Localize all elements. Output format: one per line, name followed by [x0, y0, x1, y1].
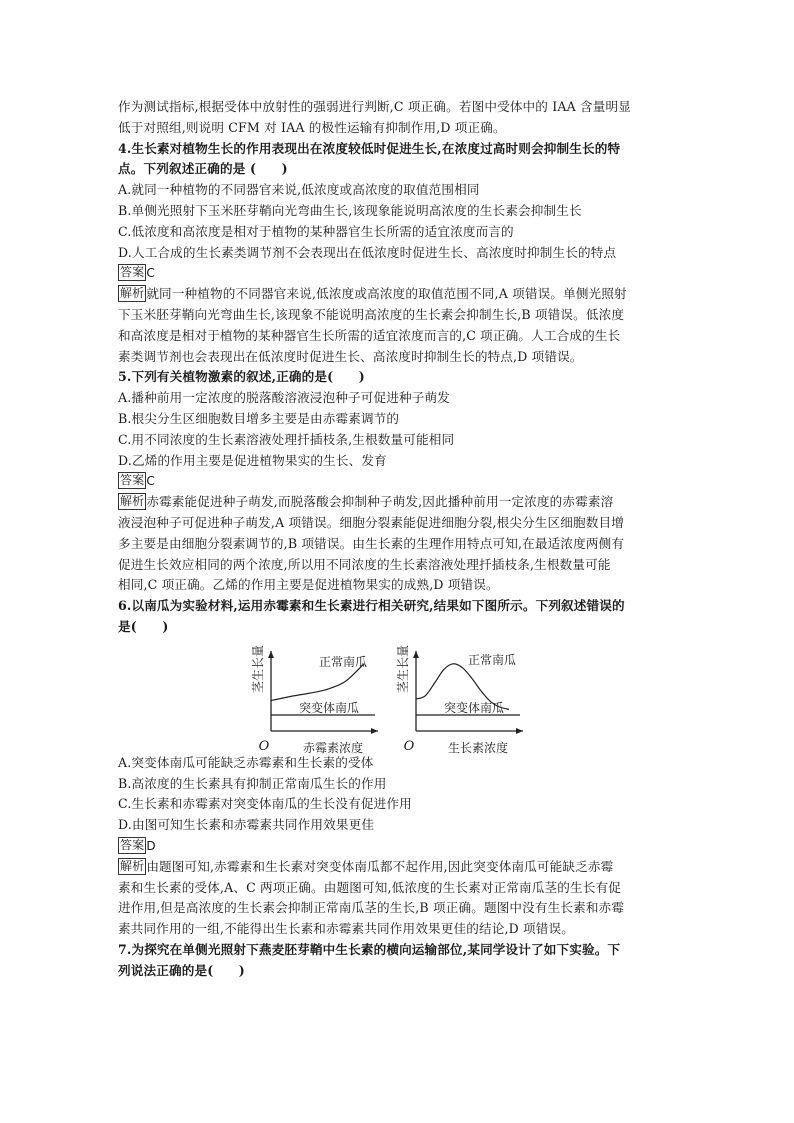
answer-tag: 答案	[120, 473, 145, 488]
series-label: 突变体南瓜	[299, 700, 360, 715]
analysis-line	[118, 347, 678, 368]
analysis-line	[118, 284, 678, 305]
answer-tag: 答案	[120, 837, 145, 852]
analysis-line	[118, 878, 678, 899]
answer-line	[118, 263, 678, 284]
answer-option: B.单侧光照射下玉米胚芽鞘向光弯曲生长,该现象能说明高浓度的生长素会抑制生长	[118, 202, 582, 218]
y-axis-arrow	[268, 651, 274, 658]
question-5	[118, 367, 678, 596]
question-stem: 5.下列有关植物激素的叙述,正确的是( )	[118, 369, 365, 385]
intro-line: 作为测试指标,根据受体中放射性的强弱进行判断,C 项正确。若图中受体中的 IAA 含量明显	[118, 99, 631, 114]
answer-line	[118, 836, 678, 857]
question-stem: 4.生长素对植物生长的作用表现出在浓度较低时促进生长,在浓度过高时则会抑制生长的特	[118, 140, 621, 156]
question-stem: 7.为探究在单侧光照射下燕麦胚芽鞘中生长素的横向运输部位,某同学设计了如下实验。下	[118, 941, 621, 957]
analysis-text: 和高浓度是相对于植物的某种器官生长所需的适宜浓度而言的,C 项正确。人工合成的生长	[118, 327, 621, 343]
analysis-text: 多主要是由细胞分裂素调节的,B 项错误。由生长素的生理作用特点可知,在最适浓度两侧有	[118, 535, 625, 551]
analysis-text: 促进生长效应相同的两个浓度,所以用不同浓度的生长素溶液处理扦插枝条,生根数量可能	[118, 556, 611, 572]
analysis-line	[118, 857, 678, 878]
series-line-normal	[271, 664, 364, 701]
series-label: 正常南瓜	[319, 654, 368, 669]
analysis-line	[118, 575, 678, 596]
analysis-tag: 解析	[120, 286, 145, 301]
answer-option: A.突变体南瓜可能缺乏赤霉素和生长素的受体	[118, 754, 374, 770]
question-stem: 列说法正确的是( )	[118, 962, 245, 978]
answer-tag: 答案	[120, 265, 145, 280]
answer-option: D.人工合成的生长素类调节剂不会表现出在低浓度时促进生长、高浓度时抑制生长的特点	[118, 244, 617, 260]
answer-option: C.低浓度和高浓度是相对于植物的某种器官生长所需的适宜浓度而言的	[118, 223, 514, 239]
analysis-text: 进作用,但是高浓度的生长素会抑制正常南瓜茎的生长,B 项正确。题图中没有生长素和赤霉	[118, 900, 625, 916]
origin-label: O	[258, 738, 270, 754]
analysis-text: 由题图可知,赤霉素和生长素对突变体南瓜都不起作用,因此突变体南瓜可能缺乏赤霉	[146, 858, 614, 874]
answer-value: D	[146, 838, 156, 853]
intro-text	[118, 97, 678, 139]
intro-line: 低于对照组,则说明 CFM 对 IAA 的极性运输有抑制作用,D 项正确。	[118, 119, 506, 135]
analysis-text: 就同一种植物的不同器官来说,低浓度或高浓度的取值范围不同,A 项错误。单侧光照射	[146, 286, 627, 302]
x-axis-label: 赤霉素浓度	[302, 740, 364, 755]
analysis-line	[118, 534, 678, 555]
answer-option: A.播种前用一定浓度的脱落酸溶液浸泡种子可促进种子萌发	[118, 390, 450, 406]
analysis-tag: 解析	[120, 494, 145, 509]
origin-label: O	[403, 738, 415, 754]
question-stem: 是( )	[118, 618, 169, 634]
figure-row	[118, 639, 678, 755]
document-page	[118, 97, 678, 981]
answer-option: C.用不同浓度的生长素溶液处理扦插枝条,生根数量可能相同	[118, 431, 455, 447]
answer-option: D.由图可知生长素和赤霉素共同作用效果更佳	[118, 817, 375, 833]
y-axis-arrow	[413, 651, 419, 658]
line-chart-1	[245, 639, 385, 755]
x-axis-arrow	[371, 728, 378, 734]
analysis-line	[118, 919, 678, 940]
analysis-text: 下玉米胚芽鞘向光弯曲生长,该现象不能说明高浓度的生长素会抑制生长,B 项错误。低浓度	[118, 306, 625, 322]
question-7	[118, 940, 678, 982]
answer-option: A.就同一种植物的不同器官来说,低浓度或高浓度的取值范围相同	[118, 182, 480, 198]
answer-value: C	[146, 266, 155, 281]
analysis-line	[118, 326, 678, 347]
answer-line	[118, 471, 678, 492]
answer-option: B.高浓度的生长素具有抑制正常南瓜生长的作用	[118, 775, 387, 791]
analysis-text: 素共同作用的一组,不能得出生长素和赤霉素共同作用效果更佳的结论,D 项错误。	[118, 921, 574, 937]
analysis-line	[118, 492, 678, 513]
question-stem: 6.以南瓜为实验材料,运用赤霉素和生长素进行相关研究,结果如下图所示。下列叙述错误的	[118, 598, 625, 614]
question-4	[118, 139, 678, 368]
analysis-line	[118, 555, 678, 576]
analysis-line	[118, 305, 678, 326]
analysis-text: 液浸泡种子可促进种子萌发,A 项错误。细胞分裂素能促进细胞分裂,根尖分生区细胞数目增	[118, 514, 624, 530]
analysis-line	[118, 898, 678, 919]
analysis-text: 素类调节剂也会表现出在低浓度时促进生长、高浓度时抑制生长的特点,D 项错误。	[118, 348, 583, 364]
answer-option: D.乙烯的作用主要是促进植物果实的生长、发育	[118, 452, 387, 468]
question-stem: 点。下列叙述正确的是 ( )	[118, 161, 288, 177]
answer-option: B.根尖分生区细胞数目增多主要是由赤霉素调节的	[118, 410, 400, 426]
analysis-text: 相同,C 项正确。乙烯的作用主要是促进植物果实的成熟,D 项错误。	[118, 577, 499, 593]
series-label: 正常南瓜	[468, 652, 517, 667]
question-6	[118, 596, 678, 940]
analysis-tag: 解析	[120, 858, 145, 873]
answer-option: C.生长素和赤霉素对突变体南瓜的生长没有促进作用	[118, 796, 412, 812]
y-axis-label: 茎生长量	[251, 644, 265, 693]
analysis-line	[118, 513, 678, 534]
y-axis-label: 茎生长量	[396, 644, 410, 693]
answer-value: C	[146, 474, 155, 489]
x-axis-arrow	[516, 728, 523, 734]
analysis-text: 赤霉素能促进种子萌发,而脱落酸会抑制种子萌发,因此播种前用一定浓度的赤霉素溶	[146, 494, 614, 510]
line-chart-2	[390, 639, 530, 755]
series-label: 突变体南瓜	[444, 700, 505, 715]
x-axis-label: 生长素浓度	[447, 740, 509, 755]
analysis-text: 素和生长素的受体,A、C 两项正确。由题图可知,低浓度的生长素对正常南瓜茎的生长有促	[118, 879, 622, 895]
